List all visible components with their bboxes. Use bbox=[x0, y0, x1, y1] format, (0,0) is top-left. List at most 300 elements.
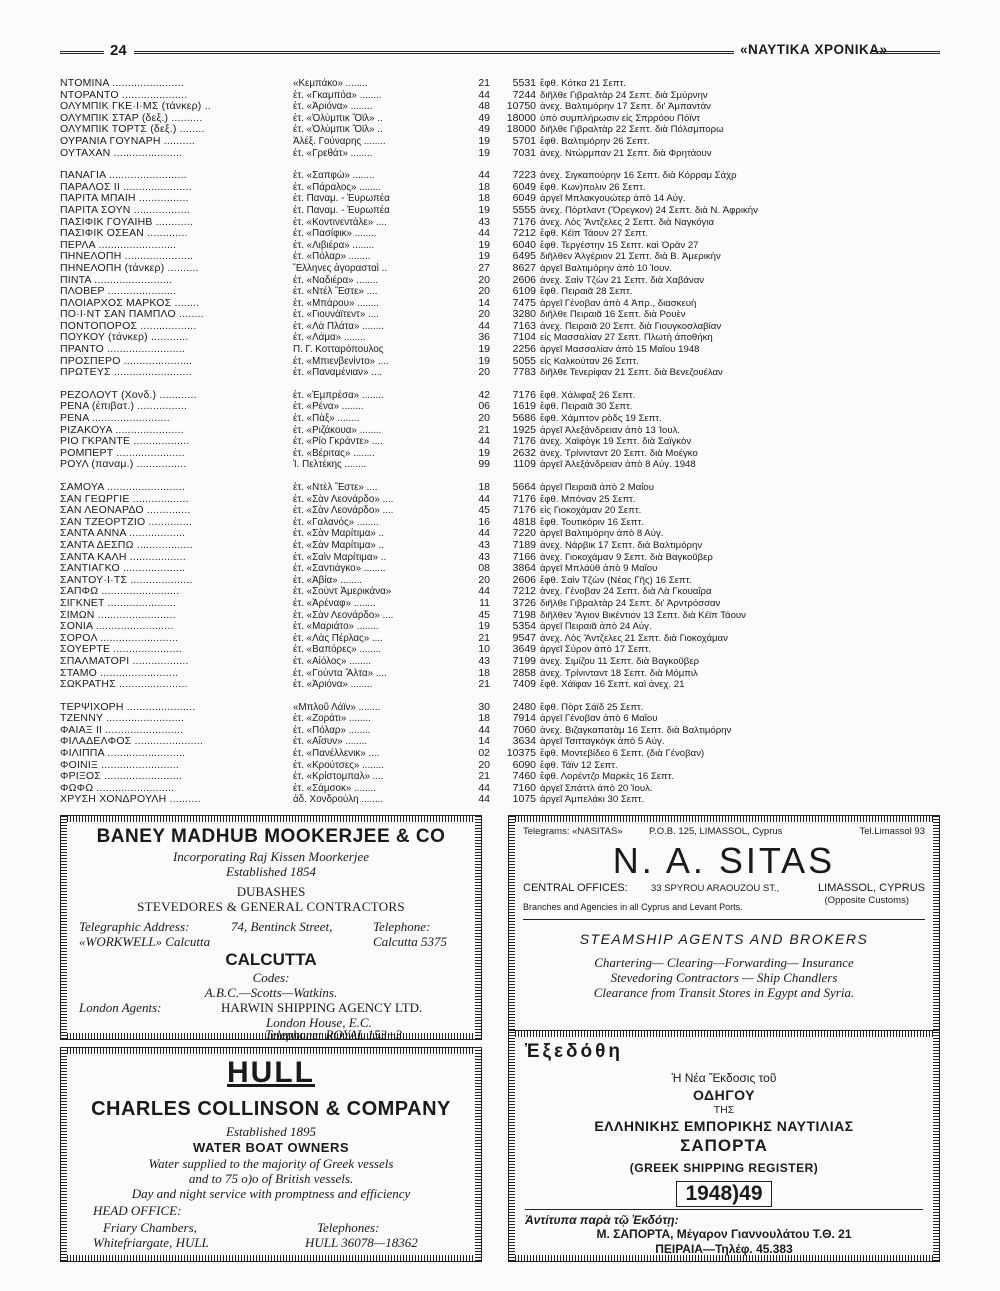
position: ἀργεῖ Σύρον ἀπὸ 17 Σεπτ. bbox=[540, 644, 652, 656]
position: ἀργεῖ Γένοβαν ἀπὸ 4 Ἀπρ., διασκευὴ bbox=[540, 297, 697, 309]
line-8: Ἀντίτυπα παρὰ τῷ Ἐκδότῃ: bbox=[525, 1213, 679, 1227]
page-header bbox=[60, 42, 940, 62]
year: 21 bbox=[478, 78, 490, 89]
position: ἔφθ. Τάϊν 12 Σεπτ. bbox=[540, 759, 618, 771]
ship-name: ΣΑΜΟΥΑ ......................... bbox=[60, 482, 185, 493]
ship-name: ΣΑΝΤΑ ΔΕΣΠΩ .................. bbox=[60, 539, 193, 551]
ship-row bbox=[60, 575, 940, 587]
year: 20 bbox=[478, 286, 490, 298]
ship-row bbox=[60, 390, 940, 402]
tonnage: 4818 bbox=[512, 516, 536, 528]
position: ἀνεχ. Σιμίζου 11 Σεπτ. διὰ Βαγκοῦβερ bbox=[540, 655, 700, 667]
telegraphic-label: Telegraphic Address: bbox=[79, 919, 190, 934]
year: 49 bbox=[478, 112, 490, 124]
owner: ἐτ. «Ρίο Γκράντε» .... bbox=[293, 436, 383, 448]
ship-group bbox=[60, 702, 940, 806]
year: 36 bbox=[478, 332, 490, 344]
address-line-2: Whitefriargate, HULL bbox=[93, 1235, 209, 1250]
tonnage: 7104 bbox=[512, 332, 536, 344]
ship-name: ΣΠΑΛΜΑΤΟΡΙ .................. bbox=[60, 655, 189, 667]
year: 44 bbox=[478, 493, 490, 505]
ship-row bbox=[60, 679, 940, 691]
ship-row bbox=[60, 240, 940, 252]
position: ἀργεῖ Ἀλεξάνδρειαν ἀπὸ 13 Ἰουλ. bbox=[540, 424, 681, 436]
year: 18 bbox=[478, 713, 490, 725]
london-house: London House, E.C. bbox=[266, 1015, 372, 1030]
ship-name: ΣΑΝ ΓΕΩΡΓΙΕ .................. bbox=[60, 493, 189, 505]
year: 44 bbox=[478, 228, 490, 240]
position: διῆλθε Γιβραλτὰρ 22 Σεπτ. διὰ Πόλσμπορω bbox=[540, 124, 724, 136]
ship-row bbox=[60, 356, 940, 368]
owner: «Μπλοῦ Λάϊν» ........ bbox=[293, 701, 381, 713]
offices-address: 33 SPYROU ARAOUZOU ST., bbox=[651, 883, 780, 894]
london-telephone: Telephone: ROYAL 153+3 bbox=[265, 1027, 403, 1042]
ship-row bbox=[60, 736, 940, 748]
ship-row bbox=[60, 170, 940, 182]
owner: ἐτ. «Ἀριόνα» ........ bbox=[293, 679, 373, 691]
ship-row bbox=[60, 459, 940, 471]
tonnage: 7160 bbox=[512, 782, 536, 794]
ad-border bbox=[509, 1031, 939, 1037]
tonnage: 7166 bbox=[512, 551, 536, 563]
incorporating-line: Incorporating Raj Kissen Moorkerjee bbox=[172, 849, 370, 864]
position: ἀργεῖ Πειραιᾶ ἀπὸ 24 Αὐγ. bbox=[540, 621, 652, 633]
tonnage: 7176 bbox=[512, 436, 536, 448]
ship-name: ΟΛΥΜΠΙΚ ΓΚΕ·Ι·ΜΣ (τάνκερ) .. bbox=[60, 101, 211, 113]
position: ἀργεῖ Μασσαλίαν ἀπὸ 15 Μαΐου 1948 bbox=[540, 344, 700, 356]
year: 44 bbox=[478, 794, 490, 806]
ship-list bbox=[60, 78, 940, 817]
year: 16 bbox=[478, 516, 490, 528]
ship-name: ΟΥΡΑΝΙΑ ΓΟΥΝΑΡΗ .......... bbox=[60, 135, 195, 147]
tonnage: 6495 bbox=[512, 251, 536, 263]
tonnage: 7212 bbox=[512, 228, 536, 240]
tonnage: 7176 bbox=[512, 216, 536, 228]
ship-row bbox=[60, 783, 940, 795]
tonnage: 3726 bbox=[512, 597, 536, 609]
ship-name: ΣΑΝΤΑ ΚΑΛΗ .................. bbox=[60, 551, 186, 563]
ship-name: ΠΛΟΙΑΡΧΟΣ ΜΑΡΚΟΣ ........ bbox=[60, 297, 200, 309]
position: ἀνεχ. Σιγκαπούρην 16 Σεπτ. διὰ Κόρραμ Σάχρ bbox=[540, 170, 737, 182]
ship-name: ΠΗΝΕΛΟΠΗ ...................... bbox=[60, 251, 194, 263]
ship-row bbox=[60, 90, 940, 102]
ship-name: ΠΑΡΙΤΑ ΣΟΥΝ .................. bbox=[60, 204, 190, 216]
position: ἔφθ. Τεργέστην 15 Σεπτ. καὶ Ὀρὰν 27 bbox=[540, 239, 699, 251]
year: 21 bbox=[478, 771, 490, 783]
ship-name: ΟΥΤΑΧΑΝ ...................... bbox=[60, 147, 183, 159]
owner: ἐτ. «Λὰ Πλάτα» ........ bbox=[293, 320, 384, 332]
owner: ἐτ. «Γιουνάϊτεντ» .... bbox=[293, 309, 379, 321]
tonnage: 7199 bbox=[512, 655, 536, 667]
year: 19 bbox=[478, 239, 490, 251]
telegram-code: «WORKWELL» Calcutta bbox=[79, 934, 211, 949]
position: ἔφθ. Χάϊφαν 16 Σεπτ. καὶ ἀνεχ. 21 bbox=[540, 679, 685, 691]
ship-row bbox=[60, 436, 940, 448]
ship-name: ΣΟΡΟΛ ......................... bbox=[60, 632, 179, 644]
ship-group bbox=[60, 390, 940, 471]
position: ἔφθ. Μοντεβίδεο 6 Σεπτ. (διὰ Γένοβαν) bbox=[540, 748, 705, 760]
position: ἀργεῖ Ἀλεξάνδρειαν ἀπὸ 8 Αὐγ. 1948 bbox=[540, 459, 696, 471]
owner: ἐτ. «Σοὺντ Ἀμερικάνα» bbox=[293, 586, 392, 598]
position: ἔφθ. Πειραιᾶ 28 Σεπτ. bbox=[540, 286, 633, 298]
year: 20 bbox=[478, 574, 490, 586]
ship-name: ΣΑΠΦΩ ......................... bbox=[60, 586, 180, 598]
service-line-2: STEVEDORES & GENERAL CONTRACTORS bbox=[137, 899, 405, 914]
position: ἀνεχ. Τρίνινταντ 20 Σεπτ. διὰ Μοέγκο bbox=[540, 447, 698, 459]
owner: ἐτ. «Ναδιέρα» ........ bbox=[293, 274, 379, 286]
owner: ἐτ. «Πασίφικ» ........ bbox=[293, 228, 377, 240]
year: 06 bbox=[478, 401, 490, 413]
position: ἀνεχ. Γένοβαν 24 Σεπτ. διὰ Λὰ Γκουαΐρα bbox=[540, 586, 712, 598]
owner: ἐτ. «Αἴσυν» ........ bbox=[293, 736, 368, 748]
ship-name: ΠΛΟΒΕΡ ...................... bbox=[60, 286, 177, 298]
owner: ἐτ. «Γαλανός» ........ bbox=[293, 516, 379, 528]
ship-row bbox=[60, 644, 940, 656]
position: ἔφθ. Βαλτιμόρην 26 Σεπτ. bbox=[540, 135, 650, 147]
tonnage: 10375 bbox=[506, 748, 536, 760]
year: 21 bbox=[478, 632, 490, 644]
city-heading: HULL bbox=[227, 1056, 315, 1089]
ship-row bbox=[60, 586, 940, 598]
telephone-label: Telephone: bbox=[373, 919, 431, 934]
year: 21 bbox=[478, 679, 490, 691]
ship-row bbox=[60, 517, 940, 529]
owner: ἐτ. «Ἐμπρέσα» ........ bbox=[293, 389, 384, 401]
ship-row bbox=[60, 148, 940, 160]
position: ἀνεχ. Γιοκοχάμαν 9 Σεπτ. διὰ Βαγκοῦβερ bbox=[540, 551, 713, 563]
position: ἀνεχ. Λὸς Ἄντζελες 21 Σεπτ. διὰ Γιοκοχάμαν bbox=[540, 632, 728, 644]
tonnage: 3634 bbox=[512, 736, 536, 748]
owner: Ἰ. Πελτέκης ........ bbox=[293, 459, 367, 471]
tonnage: 3864 bbox=[512, 563, 536, 575]
position: ἀργεῖ Ἀμπελάκι 30 Σεπτ. bbox=[540, 794, 645, 806]
owner: ἐτ. «Ριζάκουα» ........ bbox=[293, 424, 382, 436]
year: 18 bbox=[478, 181, 490, 193]
divider bbox=[523, 919, 925, 920]
ship-name: ΡΙΟ ΓΚΡΑΝΤΕ .................. bbox=[60, 436, 190, 448]
position: ἔφθ. Χάλιφαξ 26 Σεπτ. bbox=[540, 389, 636, 401]
year: 20 bbox=[478, 413, 490, 425]
service-line-1: DUBASHES bbox=[236, 884, 306, 899]
owner: ἐτ. «Μαριάτο» ........ bbox=[293, 621, 379, 633]
ship-row bbox=[60, 263, 940, 275]
ship-row bbox=[60, 482, 940, 494]
owner: ἐτ. «Ντέλ Ἔστε» .... bbox=[293, 286, 378, 298]
ship-row bbox=[60, 505, 940, 517]
tonnage: 6049 bbox=[512, 181, 536, 193]
tonnage: 6040 bbox=[512, 239, 536, 251]
telegrams: Telegrams: «NASITAS» bbox=[523, 826, 623, 837]
ship-name: ΣΑΝΤΟΥ·Ι·ΤΣ .................... bbox=[60, 574, 193, 586]
owner: ἐτ. «Βαπόρες» ........ bbox=[293, 644, 382, 656]
position: εἰς Γιοκοχάμαν 20 Σεπτ. bbox=[540, 505, 642, 517]
tonnage: 1925 bbox=[512, 424, 536, 436]
ship-row bbox=[60, 309, 940, 321]
ship-row bbox=[60, 182, 940, 194]
ad-sitas bbox=[508, 815, 940, 1040]
owner: ἐτ. «Λὰς Πέρλας» .... bbox=[293, 632, 383, 644]
year: 19 bbox=[478, 135, 490, 147]
tonnage: 1619 bbox=[512, 401, 536, 413]
company-name: N. A. SITAS bbox=[612, 840, 836, 881]
year: 43 bbox=[478, 655, 490, 667]
ship-row bbox=[60, 668, 940, 680]
position: ἔφθ. Κέϊπ Τάουν 27 Σεπτ. bbox=[540, 228, 649, 240]
ship-row bbox=[60, 113, 940, 125]
ship-name: ΡΟΥΛ (παναμ.) ................ bbox=[60, 459, 187, 471]
ad-baney-mookerjee bbox=[60, 815, 482, 1040]
tonnage: 1075 bbox=[512, 794, 536, 806]
tonnage: 5701 bbox=[512, 135, 536, 147]
owner: ἐτ. «Ρένα» ........ bbox=[293, 401, 364, 413]
header-rule-middle bbox=[134, 51, 734, 54]
tonnage: 7176 bbox=[512, 389, 536, 401]
position: ἀνεχ. Χαϊφὸγκ 19 Σεπτ. διὰ Σαϊγκὸν bbox=[540, 436, 692, 448]
telephone-numbers: HULL 36078—18362 bbox=[305, 1235, 418, 1250]
owner: ἐτ. «Λιβιέρα» ........ bbox=[293, 239, 375, 251]
year: 43 bbox=[478, 539, 490, 551]
ship-row bbox=[60, 205, 940, 217]
position: ἀργεῖ Βαλτιμόρην ἀπὸ 10 Ἰουν. bbox=[540, 262, 672, 274]
year: 14 bbox=[478, 736, 490, 748]
tonnage: 5354 bbox=[512, 621, 536, 633]
tonnage: 8627 bbox=[512, 262, 536, 274]
year: 14 bbox=[478, 297, 490, 309]
owner: «Κεμπάκο» ........ bbox=[293, 78, 368, 89]
year: 19 bbox=[478, 447, 490, 459]
year: 10 bbox=[478, 644, 490, 656]
ship-row bbox=[60, 425, 940, 437]
tonnage: 5055 bbox=[512, 355, 536, 367]
position: διῆλθε Γιβραλτὰρ 24 Σεπτ. διὰ Σμύρνην bbox=[540, 89, 708, 101]
tonnage: 2606 bbox=[512, 574, 536, 586]
tonnage: 10750 bbox=[506, 101, 536, 113]
position: ἀργεῖ Μπλάϋθ ἀπὸ 9 Μαΐου bbox=[540, 563, 658, 575]
position: ἀνεχ. Βαλτιμόρην 17 Σεπτ. δι' Ἀμπαντὰν bbox=[540, 101, 711, 113]
ship-name: ΣΙΜΩΝ ......................... bbox=[60, 609, 176, 621]
position: ἀνεχ. Βιζαγκαπατὰμ 16 Σεπτ. διὰ Βαλτιμόρην bbox=[540, 724, 732, 736]
established-line: Established 1895 bbox=[226, 1124, 316, 1139]
tonnage: 2858 bbox=[512, 667, 536, 679]
ship-row bbox=[60, 321, 940, 333]
ship-row bbox=[60, 563, 940, 575]
owner: ἐτ. «Κρίστομπαλ» .... bbox=[293, 771, 384, 783]
year: 45 bbox=[478, 609, 490, 621]
ship-name: ΤΖΕΝΝΥ ......................... bbox=[60, 713, 185, 725]
year: 44 bbox=[478, 320, 490, 332]
london-agent-name: HARWIN SHIPPING AGENCY LTD. bbox=[221, 1000, 423, 1015]
ship-name: ΣΙΓΚΝΕΤ ...................... bbox=[60, 597, 177, 609]
ship-row bbox=[60, 228, 940, 240]
ship-name: ΦΑΙΑΞ ΙΙ ......................... bbox=[60, 724, 184, 736]
tonnage: 6090 bbox=[512, 759, 536, 771]
year: 19 bbox=[478, 621, 490, 633]
year: 27 bbox=[478, 262, 490, 274]
telephone-number: Calcutta 5375 bbox=[373, 934, 448, 949]
ship-name: ΠΡΩΤΕΥΣ ......................... bbox=[60, 367, 192, 379]
owner: ἐτ. «Σαπφὼ» ........ bbox=[293, 170, 375, 182]
line-4: ΕΛΛΗΝΙΚΗΣ ΕΜΠΟΡΙΚΗΣ ΝΑΥΤΙΛΙΑΣ bbox=[594, 1118, 854, 1134]
year: 20 bbox=[478, 309, 490, 321]
ship-name: ΠΗΝΕΛΟΠΗ (τάνκερ) .......... bbox=[60, 262, 199, 274]
ship-name: ΡΕΝΑ ......................... bbox=[60, 413, 170, 425]
ship-name: ΠΑΣΙΦΙΚ ΟΣΕΑΝ ............. bbox=[60, 228, 188, 240]
position: ἀνεχ. Πόρτλαντ (Ὄρεγκον) 24 Σεπτ. διὰ Ν. Ἀφρικὴν bbox=[540, 204, 758, 216]
ship-name: ΣΟΥΕΡΤΕ ...................... bbox=[60, 644, 182, 656]
ship-row bbox=[60, 448, 940, 460]
ship-row bbox=[60, 344, 940, 356]
tonnage: 3649 bbox=[512, 644, 536, 656]
year: 20 bbox=[478, 274, 490, 286]
owner: ἐτ. «Γκαμπόα» ........ bbox=[293, 89, 382, 101]
owner: ἐτ. «Πόλαρ» ........ bbox=[293, 251, 371, 263]
ship-name: ΣΑΝ ΤΖΕΟΡΤΖΙΟ .............. bbox=[60, 516, 193, 528]
tonnage: 1109 bbox=[513, 459, 536, 471]
owner: ἐτ. «Σάμσοκ» ........ bbox=[293, 782, 376, 794]
position: ἔφθ. Πειραιᾶ 30 Σεπτ. bbox=[540, 401, 633, 413]
ship-row bbox=[60, 621, 940, 633]
ad-border bbox=[61, 1048, 481, 1054]
position: διῆλθε Γιβραλτὰρ 24 Σεπτ. δι' Ἀρντρόσσαν bbox=[540, 597, 721, 609]
ship-row bbox=[60, 794, 940, 806]
ad-border bbox=[61, 1255, 481, 1261]
ship-row bbox=[60, 298, 940, 310]
owner: Ἕλληνες ἀγορασταὶ .. bbox=[293, 262, 388, 274]
ship-name: ΡΙΖΑΚΟΥΑ ...................... bbox=[60, 424, 184, 436]
year: 19 bbox=[478, 344, 490, 356]
year: 30 bbox=[478, 701, 490, 713]
position: ἀνεχ. Νάρβικ 17 Σεπτ. διὰ Βαλτιμόρην bbox=[540, 539, 703, 551]
owner: ἐτ. «Κοντινεντάλε» .... bbox=[293, 216, 387, 228]
ship-name: ΟΛΥΜΠΙΚ ΤΟΡΤΣ (δεξ.) ........ bbox=[60, 124, 205, 136]
position: ἀνεχ. Ντώρμπαν 21 Σεπτ. διὰ Φρητάουν bbox=[540, 147, 712, 159]
ad-saporta-register bbox=[508, 1030, 940, 1262]
owner: ἐτ. «Παναμένιαν» .... bbox=[293, 367, 383, 379]
line-6: (GREEK SHIPPING REGISTER) bbox=[629, 1161, 819, 1175]
line-5: ΣΑΠΟΡΤΑ bbox=[680, 1136, 768, 1155]
tonnage: 7060 bbox=[512, 724, 536, 736]
ship-row bbox=[60, 494, 940, 506]
kicker: Ἐξεδόθη bbox=[525, 1041, 624, 1062]
tonnage: 18000 bbox=[506, 124, 536, 136]
owner: ἐτ. Παναμ. - Ἐυρωπέα bbox=[293, 193, 390, 205]
ship-row bbox=[60, 656, 940, 668]
tonnage: 6049 bbox=[512, 193, 536, 205]
tonnage: 2256 bbox=[512, 344, 536, 356]
position: εἰς Καλκούταν 26 Σεπτ. bbox=[540, 355, 639, 367]
ship-row bbox=[60, 702, 940, 714]
position: ἔφθ. Χάμπτον ρὸδς 19 Σεπτ. bbox=[540, 413, 662, 425]
ship-row bbox=[60, 136, 940, 148]
ship-name: ΠΕΡΛΑ ......................... bbox=[60, 239, 177, 251]
divider bbox=[525, 1209, 923, 1210]
position: ἀργεῖ Σπάττλ ἀπὸ 20 Ἰουλ. bbox=[540, 782, 653, 794]
ship-row bbox=[60, 771, 940, 783]
line-2: ΟΔΗΓΟΥ bbox=[693, 1087, 755, 1103]
ship-group bbox=[60, 482, 940, 691]
ship-row bbox=[60, 401, 940, 413]
company-name: CHARLES COLLINSON & COMPANY bbox=[91, 1098, 451, 1120]
ship-name: ΝΤΟΡΑΝΤΟ ..................... bbox=[60, 89, 188, 101]
tonnage: 9547 bbox=[512, 632, 536, 644]
ship-row bbox=[60, 413, 940, 425]
ship-row bbox=[60, 748, 940, 760]
ship-name: ΣΑΝΤΑ ΑΝΝΑ .................. bbox=[60, 528, 186, 540]
service-heading: WATER BOAT OWNERS bbox=[192, 1140, 350, 1155]
year: 20 bbox=[478, 759, 490, 771]
ship-name: ΡΕΖΟΛΟΥΤ (Χονδ.) ............ bbox=[60, 389, 197, 401]
ship-row bbox=[60, 725, 940, 737]
owner: ἐτ. «Κρούτσες» ........ bbox=[293, 759, 384, 771]
ship-name: ΣΑΝ ΛΕΟΝΑΡΔΟ .............. bbox=[60, 505, 191, 517]
branches: Branches and Agencies in all Cyprus and Levant Ports. bbox=[523, 902, 743, 912]
ship-name: ΦΙΛΑΔΕΛΦΟΣ ...................... bbox=[60, 736, 204, 748]
owner: ἐτ. «Μπάρου» ........ bbox=[293, 297, 379, 309]
ship-name: ΟΛΥΜΠΙΚ ΣΤΑΡ (δεξ.) .......... bbox=[60, 112, 203, 124]
position: ἔφθ. Πὸρτ Σάϊδ 25 Σεπτ. bbox=[540, 701, 644, 713]
owner: ἐτ. «Ζοράτι» ........ bbox=[293, 713, 371, 725]
position: εἰς Μασσαλίαν 27 Σεπτ. Πλωτὴ ἀποθήκη bbox=[540, 332, 713, 344]
code-list: A.B.C.—Scotts—Watkins. bbox=[204, 985, 338, 1000]
position: ἀνεχ. Λὸς Ἄντζελες 2 Σεπτ. διὰ Ναγκόγια bbox=[540, 216, 715, 228]
owner: ἐτ. «Πάραλος» ........ bbox=[293, 181, 381, 193]
london-agents-label: London Agents: bbox=[79, 1000, 162, 1015]
telegraphic-address: 74, Bentinck Street, bbox=[231, 919, 333, 934]
position: διῆλθεν Ἀλγέριον 21 Σεπτ. διὰ Β. Ἀμερικὴν bbox=[540, 251, 721, 263]
owner: Π. Γ. Κοτταρόπουλος bbox=[293, 344, 384, 356]
ship-name: ΠΡΑΝΤΟ ......................... bbox=[60, 344, 186, 356]
office-city: LIMASSOL, CYPRUS bbox=[818, 882, 925, 894]
year: 49 bbox=[478, 124, 490, 136]
ship-row bbox=[60, 101, 940, 113]
owner: ἐτ. «Ντὲλ Ἔστε» .... bbox=[293, 482, 378, 493]
ship-row bbox=[60, 286, 940, 298]
tonnage: 7409 bbox=[512, 679, 536, 691]
head-office-label: HEAD OFFICE: bbox=[93, 1203, 182, 1218]
owner: ἐτ. «Γρεθάτ» ........ bbox=[293, 147, 373, 159]
year: 18 bbox=[478, 193, 490, 205]
owner: ἐτ. «Ὀλύμπικ Ὄϊλ» .. bbox=[293, 112, 383, 124]
position: ἔφθ. Σαὶν Τζὼν (Νέας Γῆς) 16 Σεπτ. bbox=[540, 574, 693, 586]
tonnage: 7223 bbox=[512, 170, 536, 182]
tonnage: 6109 bbox=[512, 286, 536, 298]
line-1: Ἡ Νέα Ἔκδοσις τοῦ bbox=[671, 1071, 777, 1085]
address-line-1: Friary Chambers, bbox=[103, 1220, 197, 1235]
year: 44 bbox=[478, 436, 490, 448]
ship-name: ΠΙΝΤΑ ......................... bbox=[60, 274, 173, 286]
position: ἔφθ. Κότκα 21 Σεπτ. bbox=[540, 78, 626, 89]
year: 44 bbox=[478, 89, 490, 101]
year: 48 bbox=[478, 101, 490, 113]
year: 43 bbox=[478, 216, 490, 228]
city-name: CALCUTTA bbox=[225, 950, 317, 969]
codes-label: Codes: bbox=[252, 970, 290, 985]
ship-row bbox=[60, 528, 940, 540]
year: 42 bbox=[478, 389, 490, 401]
ship-name: ΦΡΙΞΟΣ ......................... bbox=[60, 771, 183, 783]
year: 02 bbox=[478, 748, 490, 760]
ship-name: ΠΑΣΙΦΙΚ ΓΟΥΑΙΗΒ ............ bbox=[60, 216, 194, 228]
owner: ἐτ. «Σὰν Λεονάρδο» .... bbox=[293, 609, 394, 621]
tonnage: 5664 bbox=[512, 482, 536, 493]
position: ἀργεῖ Βαλτιμόρην ἀπὸ 8 Αὐγ. bbox=[540, 528, 664, 540]
company-name: BANEY MADHUB MOOKERJEE & CO bbox=[96, 826, 446, 847]
owner: ἐτ. «Πανέλλενικ» .... bbox=[293, 748, 380, 760]
tonnage: 7198 bbox=[512, 609, 536, 621]
owner: ἐτ. «Γούντα Ἄλτα» .... bbox=[293, 667, 387, 679]
year: 44 bbox=[478, 528, 490, 540]
services-2: Stevedoring Contractors — Ship Chandlers bbox=[610, 970, 838, 985]
